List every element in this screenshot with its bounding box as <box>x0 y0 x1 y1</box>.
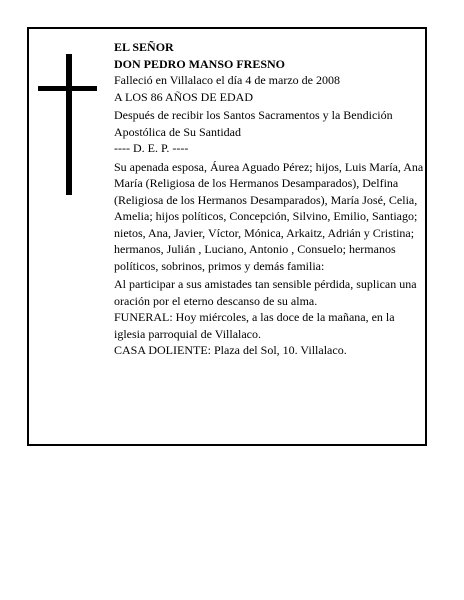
death-line: Falleció en Villalaco el día 4 de marzo de 2008 <box>114 73 340 87</box>
cross-icon-crossbar <box>38 86 97 91</box>
obituary-text <box>114 39 426 359</box>
sacraments-text: Después de recibir los Santos Sacramentos y la Bendición Apostólica de Su Santidad <box>114 108 393 139</box>
title-line-1: EL SEÑOR <box>114 40 174 54</box>
cross-icon <box>66 54 72 195</box>
age-line: A LOS 86 AÑOS DE EDAD <box>114 89 254 104</box>
funeral-text: FUNERAL: Hoy miércoles, a las doce de la mañana, en la iglesia parroquial de Villalaco. <box>114 310 395 341</box>
family-text: Su apenada esposa, Áurea Aguado Pérez; hijos, Luis María, Ana María (Religiosa de los Hermanos Desamparados), Delfina (Religiosa de los Hermanos Desamparados), María José, Celia, Amelia; hijos políticos, Concepción, Silvino, Emilio, Santiago; nietos, Ana, Javier, Víctor, Mónica, Arkaitz, Adrián y Cristina; hermanos, Julián , Luciano, Antonio , Consuelo; hermanos políticos, sobrinos, primos y demás familia: <box>114 159 424 273</box>
rip-line: ---- D. E. P. ---- <box>114 141 189 155</box>
title-line-2: DON PEDRO MANSO FRESNO <box>114 56 286 71</box>
house-text: CASA DOLIENTE: Plaza del Sol, 10. Villalaco. <box>114 343 347 357</box>
request-text: Al participar a sus amistades tan sensible pérdida, suplican una oración por el eterno descanso de su alma. <box>114 277 417 308</box>
